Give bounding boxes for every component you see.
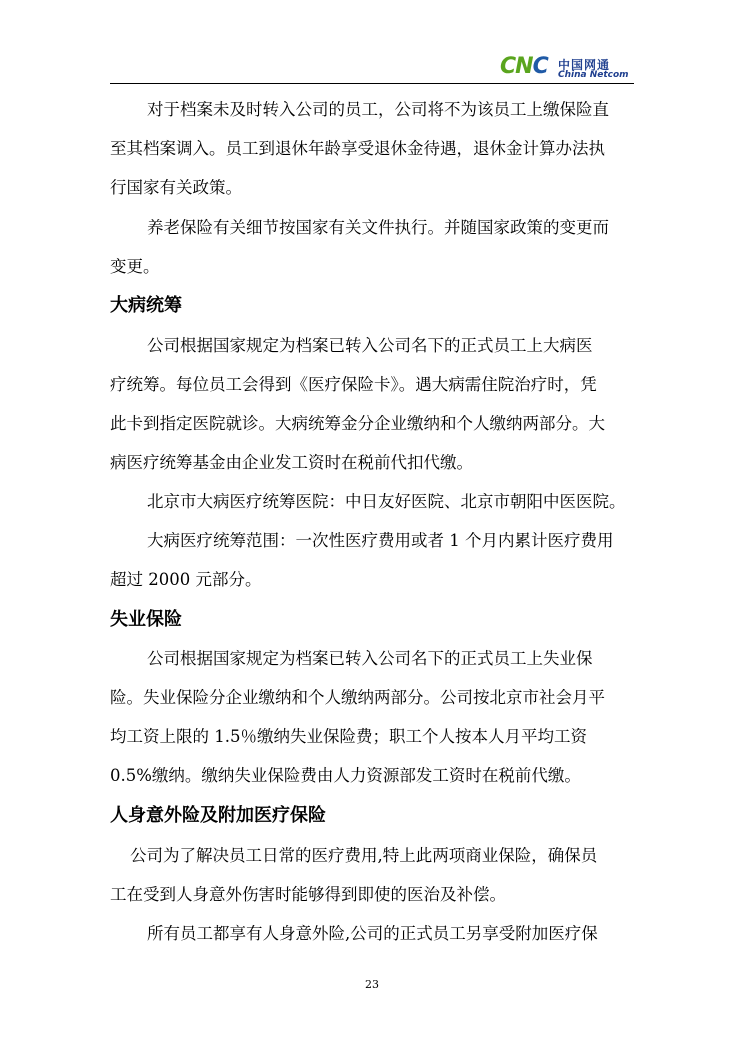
paragraph-line: 疗统筹。每位员工会得到《医疗保险卡》。遇大病需住院治疗时，凭 [110, 375, 597, 394]
logo-mark [500, 54, 548, 80]
paragraph-line: 超过 2000 元部分。 [110, 570, 262, 589]
logo-mark-text: CNC [500, 54, 548, 79]
paragraph-line: 均工资上限的 1.5％缴纳失业保险费；职工个人按本人月平均工资 [110, 727, 587, 746]
section-heading-critical-illness: 大病统筹 [110, 295, 182, 316]
paragraph-line: 北京市大病医疗统筹医院：中日友好医院、北京市朝阳中医医院。 [147, 492, 626, 511]
paragraph-line: 此卡到指定医院就诊。大病统筹金分企业缴纳和个人缴纳两部分。大 [110, 414, 605, 433]
section-heading-accident-insurance: 人身意外险及附加医疗保险 [110, 805, 326, 826]
paragraph-line: 公司为了解决员工日常的医疗费用,特上此两项商业保险，确保员 [130, 846, 598, 865]
paragraph-line: 公司根据国家规定为档案已转入公司名下的正式员工上大病医 [147, 336, 593, 355]
page-number: 23 [365, 978, 379, 991]
section-heading-unemployment: 失业保险 [110, 609, 182, 630]
paragraph-line: 工在受到人身意外伤害时能够得到即使的医治及补偿。 [110, 885, 506, 904]
cnc-logo [500, 54, 630, 84]
paragraph-line: 养老保险有关细节按国家有关文件执行。并随国家政策的变更而 [147, 218, 609, 237]
paragraph-line: 所有员工都享有人身意外险,公司的正式员工另享受附加医疗保 [147, 924, 598, 943]
paragraph-line: 变更。 [110, 257, 160, 276]
paragraph-line: 至其档案调入。员工到退休年龄享受退休金待遇，退休金计算办法执 [110, 139, 605, 158]
paragraph-line: 行国家有关政策。 [110, 178, 242, 197]
paragraph-line: 对于档案未及时转入公司的员工，公司将不为该员工上缴保险直 [147, 100, 609, 119]
paragraph-line: 0.5%缴纳。缴纳失业保险费由人力资源部发工资时在税前代缴。 [110, 766, 581, 785]
paragraph-line: 险。失业保险分企业缴纳和个人缴纳两部分。公司按北京市社会月平 [110, 688, 605, 707]
logo-english-text: China Netcom [558, 70, 629, 80]
header-rule [110, 83, 634, 84]
paragraph-line: 大病医疗统筹范围：一次性医疗费用或者 1 个月内累计医疗费用 [147, 531, 614, 550]
logo-chinese-text: 中国网通 [558, 58, 611, 72]
paragraph-line: 公司根据国家规定为档案已转入公司名下的正式员工上失业保 [147, 649, 593, 668]
paragraph-line: 病医疗统筹基金由企业发工资时在税前代扣代缴。 [110, 453, 473, 472]
